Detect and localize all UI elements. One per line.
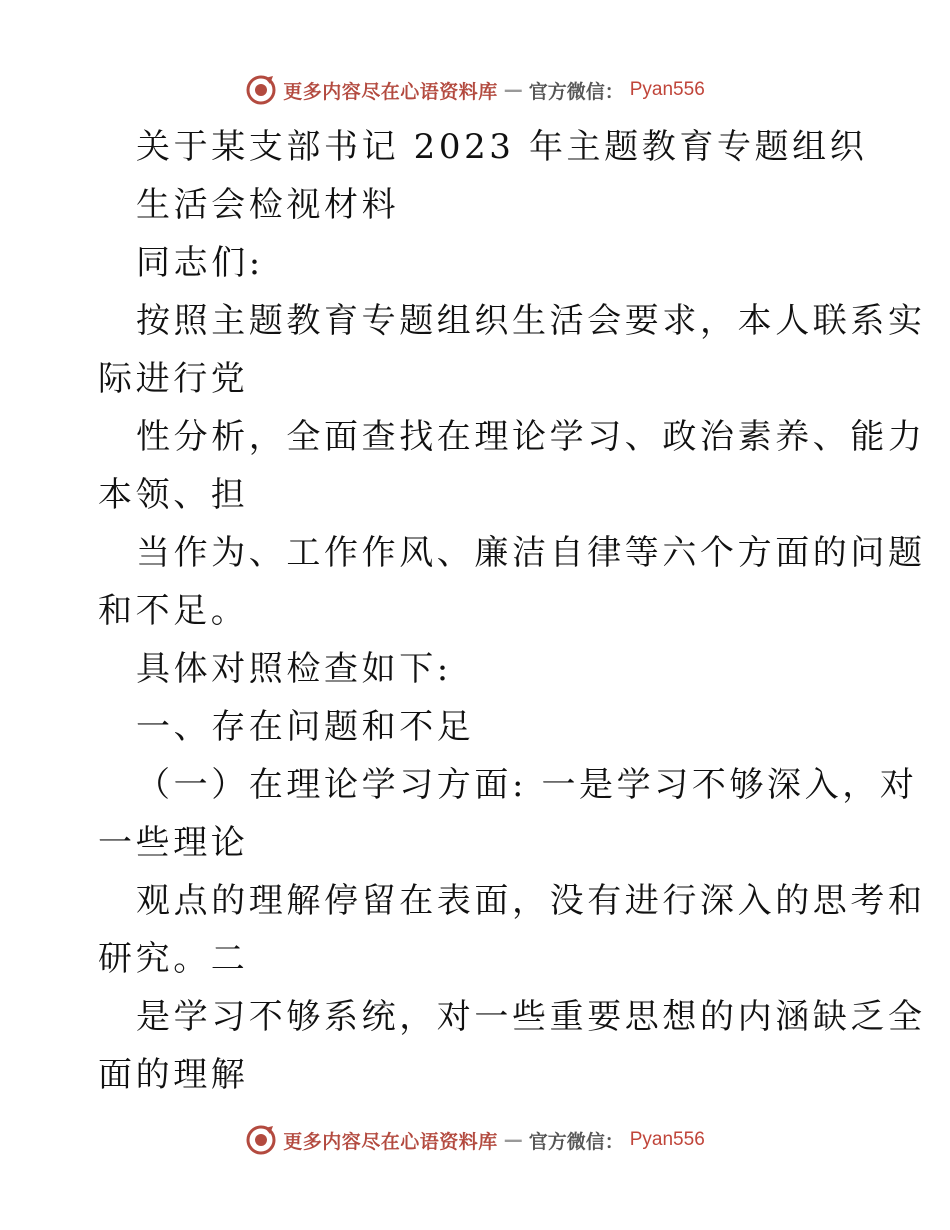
banner-wechat-id: Pyan556 (629, 79, 705, 100)
paragraph-line: 一些理论 (98, 823, 249, 863)
paragraph-line: 和不足。 (98, 591, 249, 631)
banner-separator: — (503, 1129, 523, 1151)
paragraph-line: （一）在理论学习方面: 一是学习不够深入，对 (136, 765, 918, 805)
paragraph-line: 本领、担 (98, 475, 249, 515)
section-heading: 一、存在问题和不足 (136, 707, 475, 747)
paragraph-line: 当作为、工作作风、廉洁自律等六个方面的问题 (136, 533, 926, 573)
banner-wechat-label: 官方微信： (528, 1130, 624, 1153)
paragraph-line: 具体对照检查如下: (136, 649, 452, 689)
document-title-line-2: 生活会检视材料 (136, 185, 400, 225)
paragraph-line: 研究。二 (98, 939, 249, 979)
paragraph-line: 是学习不够系统，对一些重要思想的内涵缺乏全 (136, 997, 926, 1037)
paragraph-line: 观点的理解停留在表面，没有进行深入的思考和 (136, 881, 926, 921)
paragraph-line: 性分析，全面查找在理论学习、政治素养、能力 (136, 417, 926, 457)
pen-circle-logo-icon (245, 74, 277, 106)
banner-text: 更多内容尽在心语资料库 (283, 80, 498, 103)
header-watermark-banner (0, 70, 950, 110)
banner-separator: — (503, 79, 523, 101)
paragraph-line: 面的理解 (98, 1055, 249, 1095)
paragraph-line: 际进行党 (98, 359, 249, 399)
footer-watermark-banner (0, 1120, 950, 1160)
banner-wechat-label: 官方微信： (528, 80, 624, 103)
pen-circle-logo-icon (245, 1124, 277, 1156)
greeting: 同志们: (136, 243, 264, 283)
banner-wechat-id: Pyan556 (629, 1129, 705, 1150)
banner-text: 更多内容尽在心语资料库 (283, 1130, 498, 1153)
document-title-line-1: 关于某支部书记 2023 年主题教育专题组织 (136, 127, 868, 167)
paragraph-line: 按照主题教育专题组织生活会要求，本人联系实 (136, 301, 926, 341)
